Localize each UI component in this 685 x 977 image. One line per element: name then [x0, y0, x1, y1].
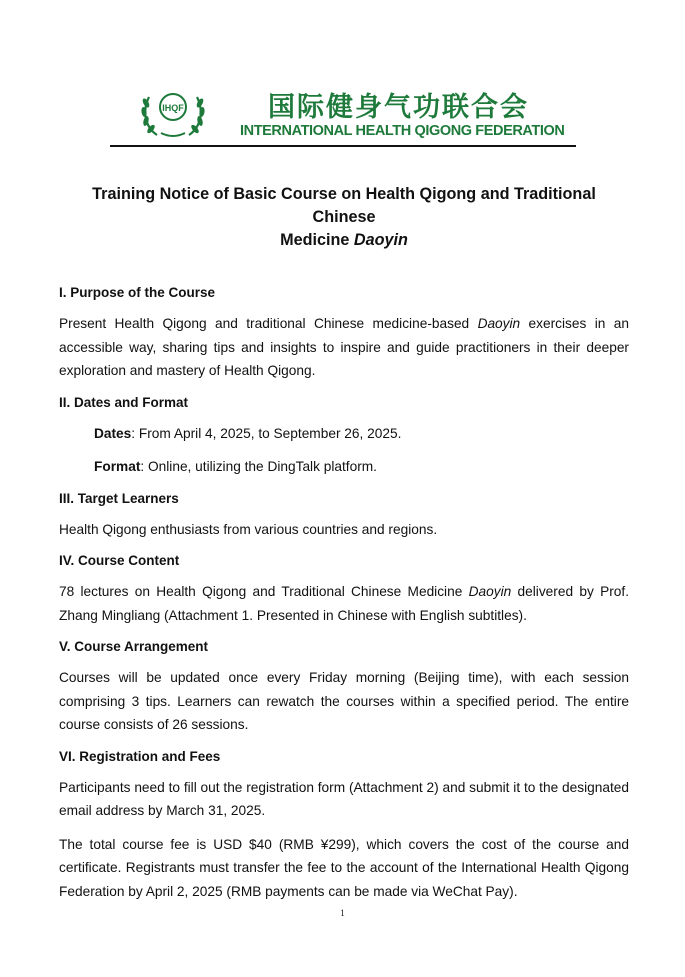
- section-heading-learners: III. Target Learners: [59, 490, 179, 506]
- section-paragraph: Health Qigong enthusiasts from various countries and regions.: [59, 521, 438, 537]
- section-heading-arrangement: V. Course Arrangement: [59, 639, 209, 654]
- section-paragraph: 78 lectures on Health Qigong and Traditional Chinese Medicine Daoyin delivered by Prof. Zhang Mingliang (Attachment 1. Presented in Chinese with English subtitles).: [59, 584, 629, 623]
- section-heading-purpose: I. Purpose of the Course: [59, 285, 216, 300]
- ihqf-wreath-emblem-icon: [137, 83, 209, 143]
- org-name-chinese: 国际健身气功联合会: [268, 92, 529, 123]
- header-divider: [110, 145, 576, 147]
- section-paragraph: The total course fee is USD $40 (RMB ¥299), which covers the cost of the course and certificate. Registrants must transfer the fee to the account of the International Health Qigong Federation by April 2, 2025 (RMB payments can be made via WeChat Pay).: [59, 836, 629, 899]
- document-title: Training Notice of Basic Course on Health Qigong and Traditional Chinese Medicine Daoyin: [92, 185, 596, 249]
- emblem-text: IHQF: [162, 103, 184, 113]
- section-heading-content: IV. Course Content: [59, 553, 180, 568]
- format-line: Format: Online, utilizing the DingTalk platform.: [94, 459, 377, 474]
- section-paragraph: Present Health Qigong and traditional Chinese medicine-based Daoyin exercises in an accessible way, sharing tips and insights to inspire and guide practitioners in their deeper exploration and mastery of Health Qigong.: [59, 316, 629, 378]
- letterhead: [0, 0, 685, 150]
- document-body: [59, 150, 629, 903]
- org-name-english: INTERNATIONAL HEALTH QIGONG FEDERATION: [240, 123, 565, 139]
- page-number: 1: [340, 908, 345, 918]
- section-paragraph: Participants need to fill out the registration form (Attachment 2) and submit it to the designated email address by March 31, 2025.: [59, 779, 629, 818]
- section-heading-registration: VI. Registration and Fees: [59, 748, 221, 764]
- section-paragraph: Courses will be updated once every Friday morning (Beijing time), with each session comprising 3 tips. Learners can rewatch the courses within a specified period. The entire course consists of 26 sessions.: [59, 670, 629, 732]
- section-heading-dates: II. Dates and Format: [59, 394, 189, 410]
- dates-line: Dates: From April 4, 2025, to September 26, 2025.: [94, 425, 402, 441]
